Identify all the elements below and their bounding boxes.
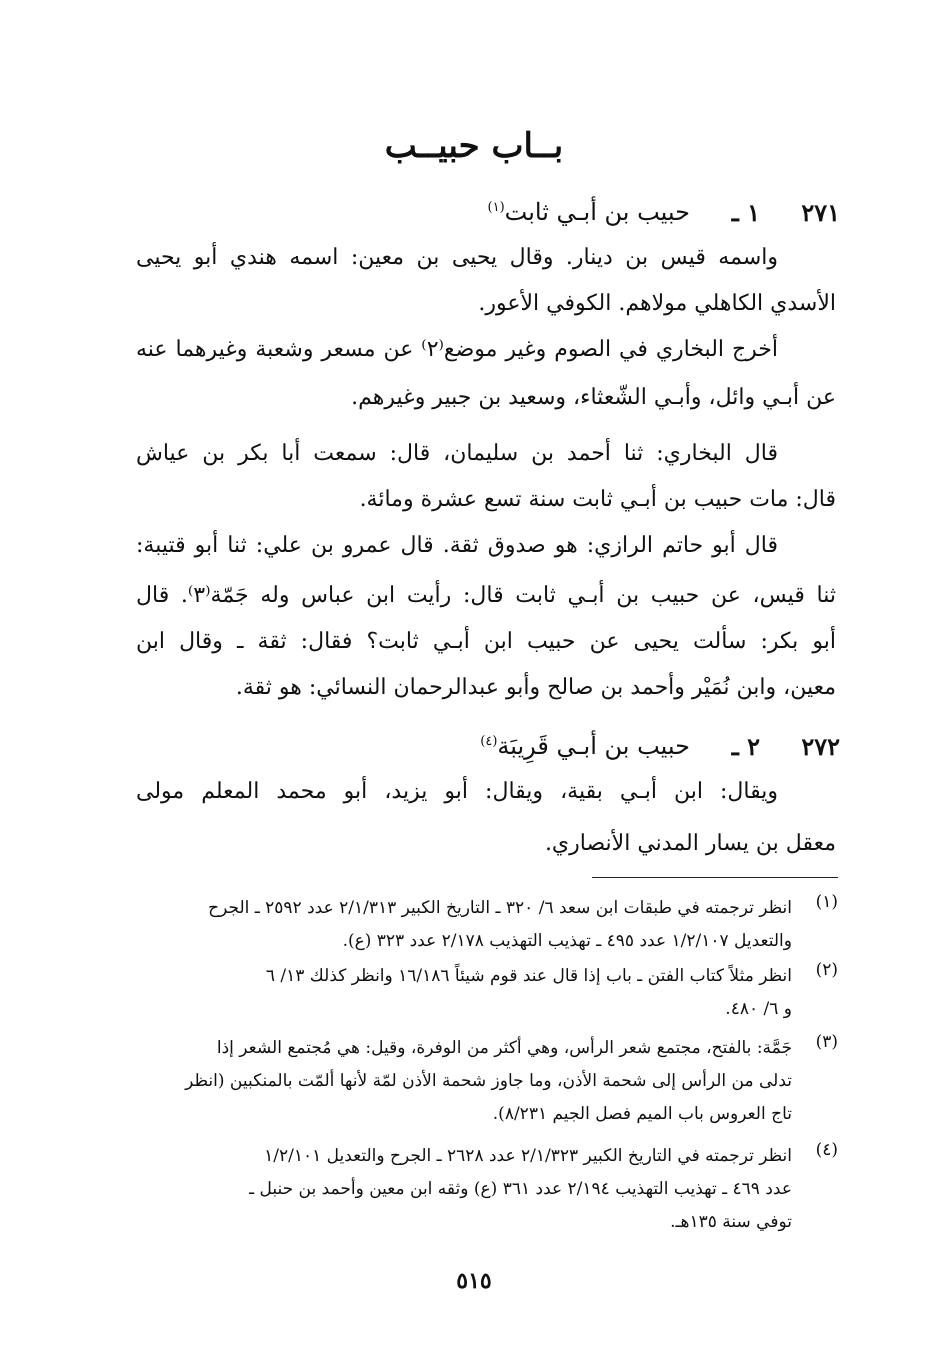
footnote-number: (٤) xyxy=(815,1140,838,1160)
footnote-number: (١) xyxy=(815,892,838,912)
footnote-line: انظر مثلاً كتاب الفتن ـ باب إذا قال عند قوم شيئاً ١٦/١٨٦ وانظر كذلك ١٣/ ٦ xyxy=(265,966,792,986)
entry-number: ٢٧١ xyxy=(801,197,840,227)
entry-text-line: قال: مات حبيب بن أبـي ثابت سنة تسع عشرة ومائة. xyxy=(359,487,836,512)
entry-number: ٢٧٢ xyxy=(801,731,840,761)
footnote-line: والتعديل ١/٢/١٠٧ عدد ٤٩٥ ـ تهذيب التهذيب ٢/١٧٨ عدد ٣٢٣ (ع). xyxy=(342,931,792,951)
footnote-3 xyxy=(136,1032,838,1131)
entry-text-line: واسمه قيس بن دينار. وقال يحيى بن معين: اسمه هندي أبو يحيى xyxy=(136,245,778,270)
entry-subnumber: ١ ـ xyxy=(731,197,760,227)
footnote-1 xyxy=(136,892,838,958)
chapter-title: بــاب حبيــب xyxy=(384,126,564,166)
entry-text-line: قال البخاري: ثنا أحمد بن سليمان، قال: سمعت أبا بكر بن عياش xyxy=(136,441,778,466)
entry-text-line: ثنا قيس، عن حبيب بن أبـي ثابت قال: رأيت ابن عباس وله جَمّة⁽٣⁾. قال xyxy=(136,583,836,608)
footnote-number: (٣) xyxy=(815,1032,838,1052)
entry-text-line: الأسدي الكاهلي مولاهم. الكوفي الأعور. xyxy=(478,291,836,316)
entry-subnumber: ٢ ـ xyxy=(731,731,760,761)
entry-text-line: قال أبو حاتم الرازي: هو صدوق ثقة. قال عمرو بن علي: ثنا أبو قتيبة: xyxy=(136,533,778,558)
entry-text-line: معين، وابن نُمَيْر وأحمد بن صالح وأبو عبدالرحمان النسائي: هو ثقة. xyxy=(235,675,836,700)
footnote-ref: (٤) xyxy=(480,734,498,749)
footnote-line: جَمَّة: بالفتح، مجتمع شعر الرأس، وهي أكثر من الوفرة، وقيل: هي مُجتمع الشعر إذا xyxy=(216,1038,792,1058)
entry-heading-271 xyxy=(300,192,840,232)
footnote-line: انظر ترجمته في التاريخ الكبير ٢/١/٣٢٣ عدد ٢٦٢٨ ـ الجرح والتعديل ١/٢/١٠١ xyxy=(264,1146,792,1166)
footnote-line: تاج العروس باب الميم فصل الجيم ٨/٢٣١). xyxy=(492,1104,792,1124)
footnote-number: (٢) xyxy=(815,960,838,980)
footnote-separator xyxy=(592,877,838,878)
entry-name: حبيب بن أبـي ثابت$^{(١)}$ xyxy=(487,198,690,226)
footnote-ref: (١) xyxy=(487,200,505,215)
footnote-line: تدلى من الرأس إلى شحمة الأذن، وما جاوز شحمة الأذن لمّة لأنها ألمّت بالمنكبين (انظر xyxy=(185,1071,792,1091)
entry-name: حبيب بن أبـي قَرِيبَة$^{(٤)}$ xyxy=(480,732,690,760)
entry-text-line: ويقال: ابن أبـي بقية، ويقال: أبو يزيد، أبو محمد المعلم مولى xyxy=(136,779,778,804)
entry-text-line: معقل بن يسار المدني الأنصاري. xyxy=(544,831,836,856)
footnote-line: توفي سنة ١٣٥هـ. xyxy=(670,1212,792,1232)
footnote-line: و ٦/ ٤٨٠. xyxy=(725,999,792,1019)
page-number: ٥١٥ xyxy=(456,1268,492,1294)
entry-text-line: أخرج البخاري في الصوم وغير موضع⁽٢⁾ عن مسعر وشعبة وغيرهما عنه xyxy=(136,337,778,362)
footnote-4 xyxy=(136,1140,838,1239)
footnote-line: انظر ترجمته في طبقات ابن سعد ٦/ ٣٢٠ ـ التاريخ الكبير ٢/١/٣١٣ عدد ٢٥٩٢ ـ الجرح xyxy=(208,898,792,918)
entry-text-line: عن أبـي وائل، وأبـي الشّعثاء، وسعيد بن جبير وغيرهم. xyxy=(351,385,836,410)
footnote-2 xyxy=(136,960,838,1026)
entry-text-line: أبو بكر: سألت يحيى عن حبيب ابن أبـي ثابت؟ فقال: ثقة ـ وقال ابن xyxy=(136,629,836,654)
footnote-line: عدد ٤٦٩ ـ تهذيب التهذيب ٢/١٩٤ عدد ٣٦١ (ع) وثقه ابن معين وأحمد بن حنبل ـ xyxy=(249,1179,792,1199)
entry-heading-272 xyxy=(300,726,840,766)
